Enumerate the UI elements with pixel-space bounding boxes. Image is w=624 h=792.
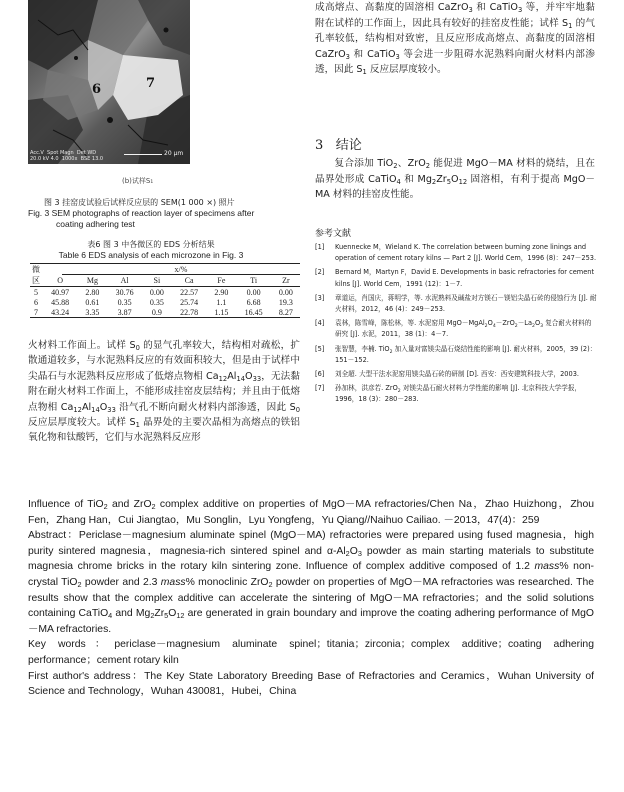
table-cell: 22.57	[180, 287, 199, 297]
abstract-text: Abstract：Periclase－magnesium aluminate spinel (MgO－MA) refractories were prepared using fused magnesia，high purity sintered magnesia，magnesia-rich sintered spinel and $\alpha-Al_2O_3$ powder as main starting materials to substitute magnesia chrome bricks in the rotary kiln sintering zone. Influence of complex additive composed of 1.2 mass% non-crystal TiO$_2$ powder and 2.3 mass% monoclinic ZrO$_2$ powder on properties of MgO－MA refractories was researched. The results show that the complex additive can accelerate the sintering of MgO－MA refractories；and the solid solutions containing CaTiO$_4$ and $Mg_2Zr_5O_{12}$ are generated in grain boundary and improve the coating adhering performance of MgO－MA refractories.	[28, 530, 594, 635]
table-cell: 40.97	[51, 287, 70, 297]
reference-number: [5]	[315, 344, 325, 353]
table-cell: 1.15	[214, 307, 229, 317]
figure-caption-en-line2: coating adhering test	[56, 219, 135, 229]
table-row	[30, 297, 300, 307]
reference-item	[315, 369, 597, 380]
references-list	[315, 242, 597, 409]
sem-texture	[28, 0, 190, 164]
figure-caption-en	[28, 208, 296, 230]
sem-label-6: 6	[92, 82, 102, 97]
table-cell-zone: 5	[34, 287, 38, 297]
reference-number: [2]	[315, 268, 325, 277]
table-cell: 1.1	[216, 297, 227, 307]
table-cell: 19.3	[278, 297, 293, 307]
reference-text: 袁林，陈雪峰，陈松林，等. 水泥窑用 $MgO-MgAl_2O_4-ZrO_2-La_2O_3$ 复合耐火材料的研究 [J]. 水泥，2011，38 (1)：4－7.	[335, 319, 592, 339]
sem-meta: Acc.V Spot Magn Det WD 20.0 kV 4.0 1000x BSE 13.0	[30, 150, 104, 162]
reference-number: [6]	[315, 370, 325, 379]
table-cell: 25.74	[180, 297, 199, 307]
table-col-header: Ca	[184, 276, 194, 285]
table-cell: 0.00	[149, 287, 164, 297]
section-number: 3	[315, 138, 324, 153]
table-cell: 0.61	[85, 297, 100, 307]
author-address: First author's address：The Key State Laboratory Breeding Base of Refractories and Ceramics，Wuhan University of Science and Technology，Wuhan 430081，Hubei，China	[28, 670, 594, 698]
table-cell: 6.68	[246, 297, 261, 307]
reference-item	[315, 318, 597, 340]
table-cell: 45.88	[51, 297, 70, 307]
table-cell: 2.90	[214, 287, 229, 297]
reference-number: [3]	[315, 293, 325, 302]
table-cell: 0.9	[151, 307, 162, 317]
table-column-headers	[30, 275, 300, 287]
figure-subcaption: (b)试样S₁	[122, 177, 154, 185]
table-col-header: Mg	[86, 276, 98, 285]
table-cell-zone: 6	[34, 297, 38, 307]
table-caption-en: Table 6 EDS analysis of each microzone in Fig. 3	[58, 250, 244, 260]
table-cell: 3.35	[85, 307, 100, 317]
reference-number: [1]	[315, 243, 325, 251]
reference-number: [4]	[315, 319, 325, 328]
reference-item	[315, 293, 597, 315]
table-cell: 16.45	[244, 307, 263, 317]
reference-text: 张智慧，李楠. TiO$_2$ 加入量对富镁尖晶石烧结性能的影响 [J]. 耐火材料，2005，39 (2)：151－152.	[335, 344, 597, 364]
table-row	[30, 287, 300, 298]
table-row	[30, 307, 300, 318]
table-cell: 43.24	[51, 307, 70, 317]
reference-item	[315, 383, 597, 405]
figure-caption-en-line1: Fig. 3 SEM photographs of reaction layer of specimens after	[28, 208, 255, 218]
scale-bar-label: 20 μm	[164, 150, 184, 157]
table-cell: 0.35	[117, 297, 132, 307]
table-col-header: Ti	[250, 276, 258, 285]
reference-number: [7]	[315, 384, 325, 393]
sem-label-7: 7	[146, 76, 156, 91]
table-col-header: Al	[120, 276, 129, 285]
body-text-right: 成高熔点、高黏度的固溶相 CaZrO$_3$ 和 CaTiO$_3$ 等，并牢牢地黏附在试样的工作面上，因此具有较好的挂窑皮性能；试样 $S_1$ 的气孔率较低，结构相对致密，且反应形成高熔点、高黏度的固溶相 CaZrO$_3$ 和 CaTiO$_3$ 等会进一步阻碍水泥熟料向耐火材料内部渗透，因此 $S_1$ 反应层厚度较小。	[315, 2, 595, 76]
table-cell: 0.35	[149, 297, 164, 307]
table-col-header: O	[57, 276, 64, 285]
table-caption-cn: 表6 图 3 中各微区的 EDS 分析结果	[87, 240, 215, 249]
reference-text: 刘全超. 大型干法水泥窑用镁尖晶石砖的研制 [D]. 西安：西安建筑科技大学，2003.	[335, 370, 579, 379]
english-abstract	[28, 497, 594, 700]
figure-caption-cn: 图 3 挂窑皮试验后试样反应层的 SEM(1 000 ×) 照片	[44, 198, 235, 207]
reference-text: 章道运，肖国庆，蒋明学，等. 水泥熟料及碱盐对方镁石－镁铝尖晶石砖的侵蚀行为 [J]. 耐火材料，2012，46 (4)：249－253.	[335, 293, 597, 314]
table-cell: 30.76	[115, 287, 134, 297]
reference-text: Kuennecke M，Wieland K. The correlation between burning zone linings and operation of cement rotary kilns — Part 2 [J]. World Cem，1996 (8)：247－253.	[335, 243, 597, 263]
table-col-header: Zr	[282, 276, 290, 285]
table-cell: 0.00	[246, 287, 261, 297]
reference-item	[315, 242, 597, 264]
section-heading	[315, 134, 362, 153]
reference-text: 孙加林，洪彦若. ZrO$_2$ 对镁尖晶石耐火材料力学性能的影响 [J]. 北京科技大学学报，1996，18 (3)：280－283.	[335, 384, 582, 404]
conclusion-text: 复合添加 TiO$_2$、ZrO$_2$ 能促进 MgO－MA 材料的烧结，且在晶界处形成 CaTiO$_4$ 和 $Mg_2Zr_5O_{12}$ 固溶相，有利于提高 MgO－MA 材料的挂窑皮性能。	[315, 158, 595, 200]
table-cell: 3.87	[117, 307, 132, 317]
references-heading: 参考文献	[315, 229, 352, 239]
keywords: Key words：periclase－magnesium aluminate spinel；titania；zirconia；complex additive；coating adhering performance；cement rotary kiln	[28, 639, 594, 666]
reference-text: Bernard M，Martyn F，David E. Developments in basic refractories for cement kilns [J]. World Cem，1991 (12)：1－7.	[335, 268, 595, 288]
table-body	[30, 287, 300, 318]
eds-table	[30, 263, 300, 318]
scale-bar	[124, 150, 184, 158]
table-col-header: Si	[153, 276, 161, 285]
table-col-header: Fe	[217, 276, 226, 285]
sem-micrograph	[28, 0, 190, 164]
table-unit-header: x/%	[62, 265, 300, 275]
reference-item	[315, 267, 597, 289]
table-cell: 8.27	[278, 307, 293, 317]
table-row-header: 微区	[32, 265, 40, 285]
table-cell: 0.00	[278, 287, 293, 297]
table-cell: 2.80	[85, 287, 100, 297]
table-cell-zone: 7	[34, 307, 38, 317]
reference-item	[315, 344, 597, 366]
section-title: 结论	[335, 138, 362, 153]
body-text-left: 火材料工作面上。试样 $S_0$ 的显气孔率较大，结构相对疏松，扩散通道较多，与水泥熟料反应的有效面积较大，但是由于试样中尖晶石与水泥熟料反应形成了低熔点物相 $Ca_{12}Al_{14}O_{33}$，无法黏附在耐火材料工作面上，不能形成挂窑皮层结构；并且由于低熔点物相 $Ca_{12}Al_{14}O_{33}$ 沿气孔不断向耐火材料内部渗透，因此 $S_0$ 反应层厚度较大。试样 $S_1$ 晶界处的主要次晶相为高熔点的铁铝氧化物和钛酸钙，它们与水泥熟料反应形	[28, 340, 300, 444]
table-cell: 22.78	[180, 307, 199, 317]
citation: Influence of TiO$_2$ and ZrO$_2$ complex additive on properties of MgO－MA refractories/Chen Na，Zhao Huizhong，Zhou Fen，Zhang Han，Cui Jiangtao，Mu Songlin，Lyu Yongfeng，Yu Qiang//Naihuo Cailiao. －2013，47(4)：259	[28, 499, 594, 526]
